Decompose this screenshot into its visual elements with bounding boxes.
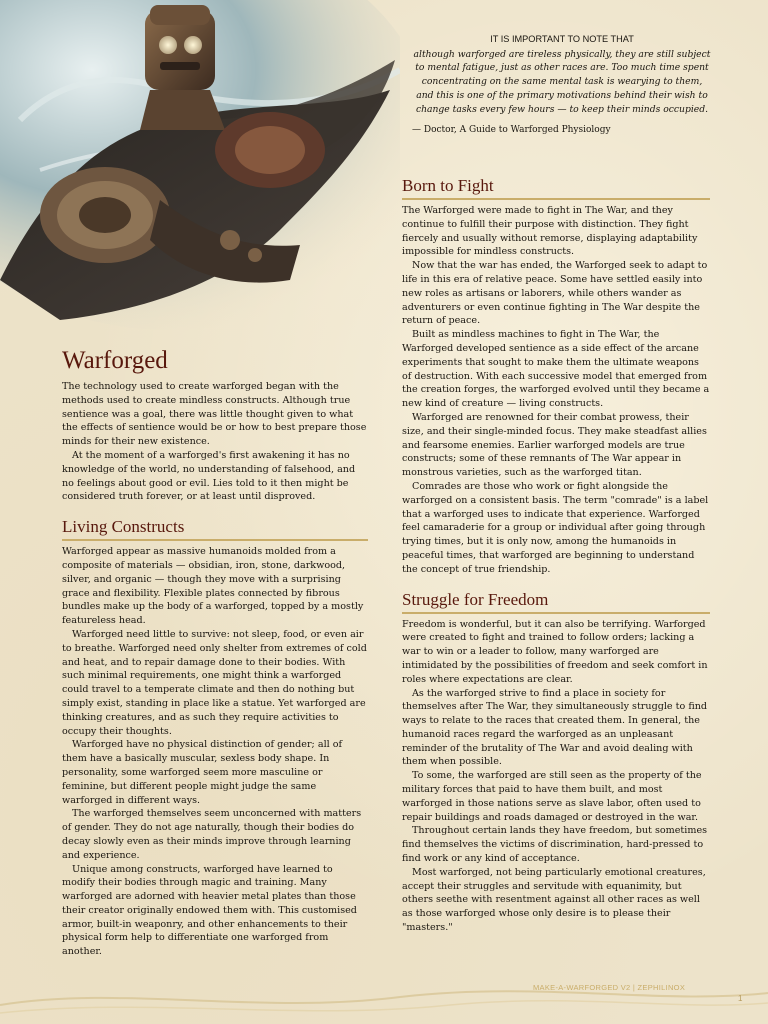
warforged-illustration [0,0,400,330]
born-to-fight-paragraph: Warforged are renowned for their combat prowess, their size, and their single-minded focus. They make steadfast allies and fearsome enemies. Earlier warforged models are true constructs; some of these remnants of The War appear in monstrous varieties, such as the warforged titan. [402,411,707,479]
left-column [62,340,368,959]
struggle-paragraph: Most warforged, not being particularly emotional creatures, accept their struggles and servitude with equanimity, but others seethe with resentment against all other races as well as those warforged whose only desire is to please their "masters." [402,866,706,934]
page-number: 1 [738,994,743,1003]
living-constructs-paragraph: Unique among constructs, warforged have learned to modify their bodies through magic and training. Many warforged are adorned with heavier metal plates than those their creator originally endowed them with. This customised armor, built-in weaponry, and other enhancements to their physical form help to differentiate one warforged from another. [62,863,357,958]
living-constructs-paragraph: Warforged have no physical distinction of gender; all of them have a basically muscular, sexless body shape. In personality, some warforged seem more masculine or feminine, but different people might judge the same warforged in different ways. [62,739,343,806]
quote-attribution: — Doctor, A Guide to Warforged Physiology [412,125,611,136]
born-to-fight-paragraph: Now that the war has ended, the Warforged seek to adapt to life in this era of relative peace. Some have settled easily into new roles as artisans or laborers, while others wander as adventurers or even continue fighting in The War despite the return of peace. [402,260,708,327]
struggle-paragraph: Freedom is wonderful, but it can also be terrifying. Warforged were created to fight and trained to follow orders; lacking a war to win or a leader to follow, many warforged are intimidated by the possibilities of freedom and seek comfort in roles where expectations are clear. [402,618,708,685]
born-to-fight-paragraph: Comrades are those who work or fight alongside the warforged on a consistent basis. The term "comrade" is a label that a warforged uses to indicate that experience. Warforged feel camaraderie for a group or individual after going through trying times, but it is only now, among the humanoids in peaceful times, that warforged are beginning to understand the concept of true friendship. [402,480,709,575]
intro-paragraph: At the moment of a warforged's first awakening it has no knowledge of the world, no understanding of falsehood, and no feelings about good or evil. Lies told to it then might be considered truth forever, or at least until disproved. [62,449,356,503]
footer-text: MAKE-A-WARFORGED V2 | ZEPHILINOX [533,983,686,992]
quote-heading: IT IS IMPORTANT TO NOTE THAT [490,34,634,44]
struggle-paragraph: Throughout certain lands they have freedom, but sometimes find themselves the victims of discrimination, hard-pressed to find work or any kind of acceptance. [402,825,708,865]
page-title: Warforged [62,347,168,374]
warforged-icon [0,0,400,330]
living-constructs-paragraph: The warforged themselves seem unconcerned with matters of gender. They do not age naturally, though their bodies do decay slowly even as their minds improve through learning and experience. [62,808,362,861]
living-constructs-paragraph: Warforged appear as massive humanoids molded from a composite of materials — obsidian, iron, stone, darkwood, silver, and organic — though they move with a surprising grace and flexibility. Flexible plates connected by fibrous bundles make up the body of a warforged, topped by a mostly featureless head. [62,546,364,627]
quote-body: although warforged are tireless physically, they are still subject to mental fatigue, just as other races are. Too much time spent concentrating on the same mental task is wearying to them, and this is one of the primary motivations behind their wish to change tasks every few hours — to keep their minds occupied. [413,48,711,115]
sidebar-quote [412,33,712,138]
born-to-fight-paragraph: Built as mindless machines to fight in The War, the Warforged developed sentience as a side effect of the arcane experiments that sought to make them the ultimate weapons of destruction. With each successive model that emerged from the creation forges, the warforged evolved until they became a new kind of creature — living constructs. [402,329,710,410]
intro-paragraph: The technology used to create warforged began with the methods used to create mindless constructs. Although true sentience was a goal, there was little thought given to what the effects of sentience would be or how to best prepare those minds for their new existence. [62,381,367,448]
born-to-fight-paragraph: The Warforged were made to fight in The War, and they continue to fulfill their purpose with distinction. They fight fiercely and usually without remorse, displaying adaptability impossible for mindless constructs. [402,205,698,258]
struggle-paragraph: To some, the warforged are still seen as the property of the military forces that paid to have them built, and most warforged in those nations serve as slave labor, often used to repair buildings and roads damaged or destroyed in the war. [402,770,702,823]
living-constructs-paragraph: Warforged need little to survive: not sleep, food, or even air to breathe. Warforged need only shelter from extremes of cold and heat, and to repair damage done to their bodies. With such minimal requirements, one might think a warforged could travel to a temperate climate and then do nothing but simply exist, standing in place like a statue. Yet warforged are thinking creatures, and as such they require activities to occupy their thoughts. [62,628,367,737]
section-heading-struggle-for-freedom: Struggle for Freedom [402,589,710,614]
section-heading-born-to-fight: Born to Fight [402,175,710,200]
right-column [402,175,710,935]
section-heading-living-constructs: Living Constructs [62,516,368,541]
struggle-paragraph: As the warforged strive to find a place in society for themselves after The War, they simultaneously struggle to find ways to relate to the races that created them. In general, the humanoid races regard the warforged as an unpleasant reminder of the brutality of The War and avoid dealing with them when possible. [402,687,708,768]
